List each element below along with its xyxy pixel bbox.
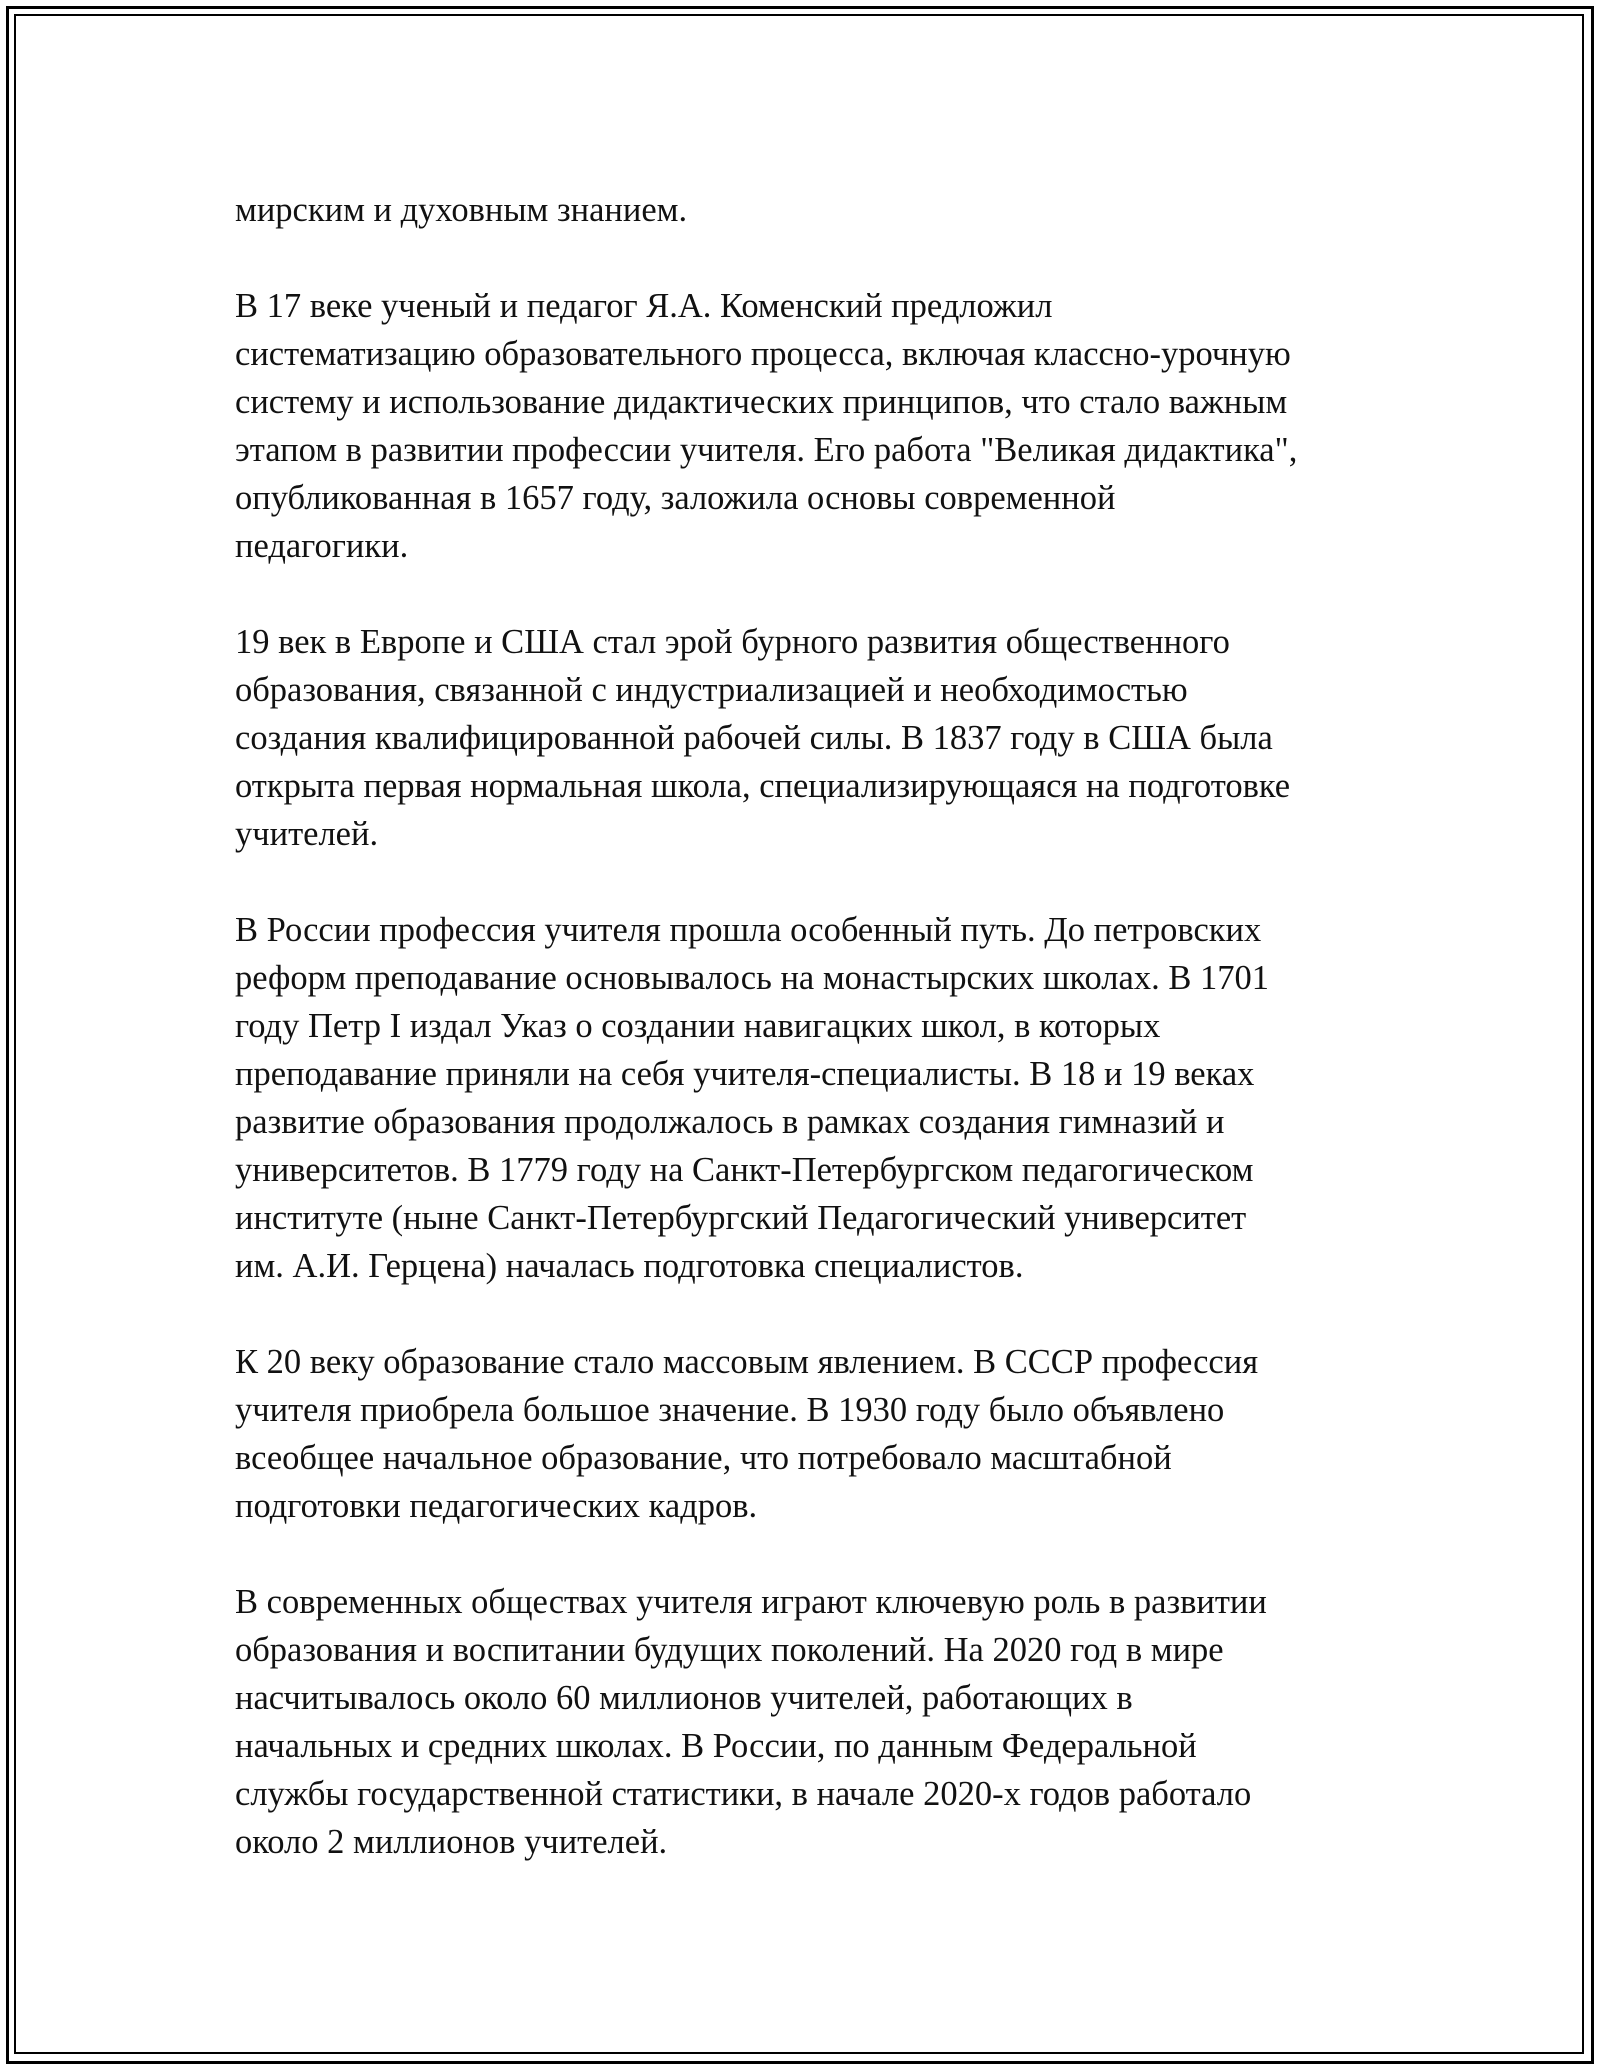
paragraph-20th-century: К 20 веку образование стало массовым явлением. В СССР профессия учителя приобрела большое значение. В 1930 году было объявлено всеобщее начальное образование, что потребовало масштабной подготовки педагогических кадров. — [235, 1343, 1259, 1525]
paragraph-russia: В России профессия учителя прошла особенный путь. До петровских реформ преподавание основывалось на монастырских школах. В 1701 году Петр I издал Указ о создании навигацких школ, в которых преподавание приняли на себя учителя-специалисты. В 18 и 19 веках развитие образования продолжалось в рамках создания гимназий и университетов. В 1779 году на Санкт-Петербургском педагогическом институте (ныне Санкт-Петербургский Педагогический университет им. А.И. Герцена) началась подготовка специалистов. — [235, 911, 1269, 1285]
document-body — [235, 186, 1370, 1866]
paragraph-continuation: мирским и духовным знанием. — [235, 191, 688, 229]
paragraph-modern: В современных обществах учителя играют ключевую роль в развитии образования и воспитании будущих поколений. На 2020 год в мире насчитывалось около 60 миллионов учителей, работающих в начальных и средних школах. В России, по данным Федеральной службы государственной статистики, в начале 2020-х годов работало около 2 миллионов учителей. — [235, 1583, 1267, 1861]
paragraph-19th-century: 19 век в Европе и США стал эрой бурного развития общественного образования, связанной с индустриализацией и необходимостью создания квалифицированной рабочей силы. В 1837 году в США была открыта первая нормальная школа, специализирующаяся на подготовке учителей. — [235, 623, 1291, 853]
paragraph-comenius: В 17 веке ученый и педагог Я.А. Коменский предложил систематизацию образовательного процесса, включая классно-урочную систему и использование дидактических принципов, что стало важным этапом в развитии профессии учителя. Его работа "Великая дидактика", опубликованная в 1657 году, заложила основы современной педагогики. — [235, 287, 1298, 565]
